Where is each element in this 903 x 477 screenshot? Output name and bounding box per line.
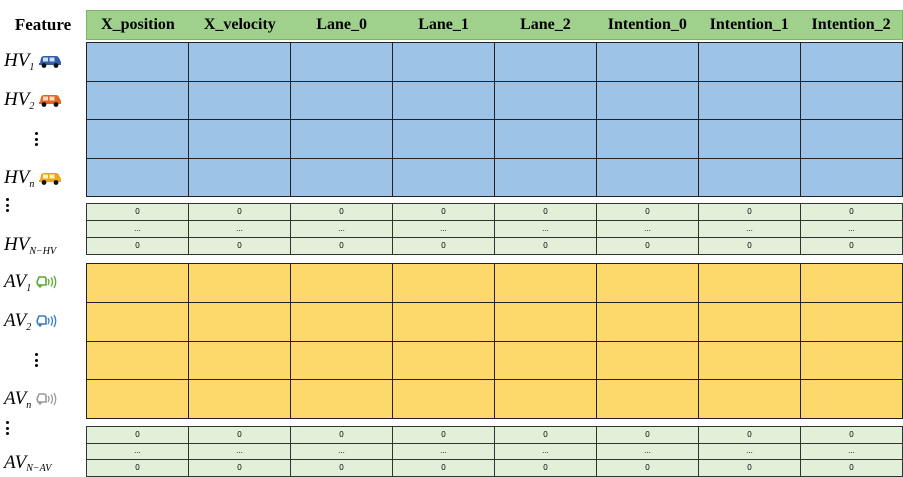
row-label-main: HV [4,50,30,71]
av-feature-block [86,263,903,419]
pad-cell: ... [393,221,495,238]
table-row [87,43,903,82]
pad-cell: 0 [597,427,699,444]
row-label-subscript: 2 [26,321,32,333]
table-row [87,120,903,159]
pad-cell: ... [189,443,291,460]
pad-cell: ... [87,221,189,238]
row-label-subscript: 1 [26,282,32,294]
row-label-hv-1 [4,42,84,80]
table-row [87,204,903,221]
column-header-lane-2: Lane_2 [520,16,571,33]
autonomous-car-icon [35,391,57,407]
pad-cell: ... [801,443,903,460]
row-label-main: HV [4,167,30,188]
car-icon [38,170,62,186]
ellipsis-vertical-icon [35,353,45,367]
pad-cell: 0 [87,238,189,255]
column-header-intention-0: Intention_0 [607,16,687,33]
autonomous-car-icon [35,313,57,329]
pad-cell: ... [291,443,393,460]
table-row [87,158,903,197]
row-label-subscript: 1 [29,61,35,73]
table-row [87,443,903,460]
row-label-subscript: N−AV [26,463,52,474]
autonomous-car-icon [35,274,57,290]
pad-cell: 0 [699,238,801,255]
table-row [87,81,903,120]
pad-cell: ... [699,221,801,238]
column-header-lane-1: Lane_1 [418,16,469,33]
row-label-subscript: n [29,178,35,190]
pad-cell: 0 [495,427,597,444]
column-header-intention-2: Intention_2 [811,16,891,33]
table-row [87,221,903,238]
row-label-av-2 [4,302,84,340]
row-label-main: AV [4,388,27,409]
pad-cell: ... [393,443,495,460]
row-label-main: AV [4,451,27,473]
row-label-subscript: n [26,399,32,411]
feature-header-label: Feature [14,15,72,34]
pad-cell: 0 [801,204,903,221]
pad-cell: ... [189,221,291,238]
table-row [87,264,903,303]
row-label-main: HV [4,89,30,110]
pad-cell: 0 [495,238,597,255]
pad-cell: 0 [801,238,903,255]
table-row [87,238,903,255]
pad-cell: 0 [189,460,291,477]
car-icon [38,53,62,69]
row-label-main: HV [4,234,30,255]
pad-cell: ... [495,221,597,238]
pad-cell: 0 [597,204,699,221]
pad-cell: ... [87,443,189,460]
row-label-subscript: 2 [29,100,35,112]
pad-cell: 0 [699,460,801,477]
pad-cell: 0 [393,204,495,221]
pad-cell: 0 [393,427,495,444]
pad-cell: 0 [189,238,291,255]
row-label-hv-2 [4,81,84,119]
pad-cell: 0 [495,204,597,221]
feature-columns-header [86,10,903,40]
pad-cell: 0 [801,460,903,477]
row-label-av-N [4,448,84,477]
pad-cell: ... [597,443,699,460]
column-header-intention-1: Intention_1 [709,16,789,33]
pad-cell: 0 [291,427,393,444]
hv-padding-block [86,203,903,255]
table-row [87,380,903,419]
ellipsis-vertical-icon [6,421,16,435]
row-label-hv-N [4,226,84,264]
pad-cell: 0 [87,204,189,221]
pad-cell: 0 [189,204,291,221]
row-label-hv-n [4,159,84,197]
pad-cell: 0 [291,238,393,255]
pad-cell: 0 [189,427,291,444]
car-icon [38,92,62,108]
table-row [87,302,903,341]
column-header-lane-0: Lane_0 [316,16,368,33]
ellipsis-vertical-icon [6,198,16,212]
row-label-subscript: N−HV [29,245,57,257]
pad-cell: 0 [393,460,495,477]
row-label-main: AV [4,271,27,292]
pad-cell: 0 [495,460,597,477]
row-label-av-1 [4,263,84,301]
pad-cell: 0 [597,238,699,255]
column-header-x-velocity: X_velocity [203,16,276,33]
pad-cell: 0 [801,427,903,444]
pad-cell: 0 [87,427,189,444]
pad-cell: ... [801,221,903,238]
av-padding-block [86,426,903,477]
pad-cell: 0 [597,460,699,477]
hv-feature-block [86,42,903,197]
pad-cell: ... [699,443,801,460]
pad-cell: 0 [87,460,189,477]
pad-cell: 0 [291,204,393,221]
row-label-main: AV [4,310,27,331]
pad-cell: 0 [699,427,801,444]
ellipsis-vertical-icon [35,132,45,146]
pad-cell: ... [495,443,597,460]
pad-cell: ... [597,221,699,238]
pad-cell: 0 [699,204,801,221]
table-row [87,460,903,477]
column-header-x-position: X_position [101,16,175,33]
pad-cell: ... [291,221,393,238]
pad-cell: 0 [393,238,495,255]
pad-cell: 0 [291,460,393,477]
table-row [87,427,903,444]
row-label-av-n [4,380,84,418]
table-row [87,341,903,380]
